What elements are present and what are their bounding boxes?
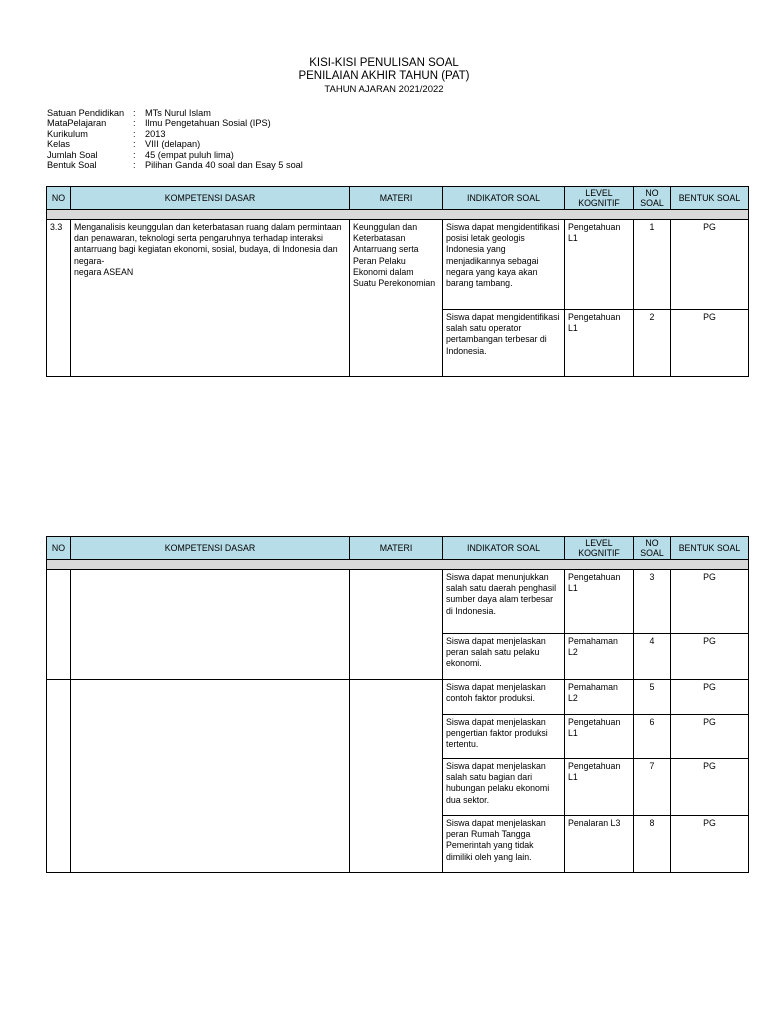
level-cell (565, 715, 634, 759)
kd-text-main: Menganalisis keunggulan dan keterbatasan ruang dalam permintaan dan penawaran, teknologi serta pengaruhnya terhadap interaksi antarruang bagi kegiatan ekonomi, sosial, budaya, di Indonesia dan negara- (74, 222, 342, 266)
level-text: Pengetahuan L1 (568, 312, 621, 334)
materi-cell (350, 680, 443, 873)
level-text: Pengetahuan L1 (568, 222, 621, 244)
document-title: KISI-KISI PENULISAN SOAL (309, 57, 459, 69)
level-text: Pengetahuan L1 (568, 717, 621, 739)
info-value: Ilmu Pengetahuan Sosial (IPS) (145, 118, 271, 129)
table-header-row (47, 187, 749, 210)
col-header-kd: KOMPETENSI DASAR (71, 187, 350, 210)
materi-text: Keunggulan dan Keterbatasan Antarruang serta Peran Pelaku Ekonomi dalam Suatu Perekonomian (353, 222, 436, 289)
bentuk-cell (671, 220, 749, 310)
indikator-text: Siswa dapat menjelaskan peran Rumah Tangga Pemerintah yang tidak dimiliki oleh yang lain. (446, 818, 546, 862)
table-row (47, 680, 749, 715)
info-label: Kelas (47, 139, 70, 150)
col-header-indikator: INDIKATOR SOAL (443, 187, 565, 210)
col-header-no: NO (47, 537, 71, 560)
bentuk-value: PG (703, 636, 716, 646)
bentuk-cell (671, 715, 749, 759)
bentuk-cell (671, 634, 749, 680)
no-soal-cell (634, 310, 671, 377)
bentuk-value: PG (703, 222, 716, 232)
col-header-bentuk: BENTUK SOAL (671, 537, 749, 560)
col-header-materi: MATERI (350, 537, 443, 560)
indikator-cell (443, 634, 565, 680)
indikator-text: Siswa dapat menunjukkan salah satu daerah penghasil sumber daya alam terbesar di Indonesia. (446, 572, 557, 616)
info-value: Pilihan Ganda 40 soal dan Esay 5 soal (145, 159, 303, 170)
kd-number-cell (47, 570, 71, 680)
kd-text-end: negara ASEAN (74, 266, 134, 277)
no-soal-cell (634, 634, 671, 680)
info-colon: : (133, 139, 136, 150)
no-soal-value: 2 (649, 312, 655, 322)
info-value: VIII (delapan) (145, 139, 201, 150)
no-soal-value: 6 (649, 717, 655, 727)
indikator-text: Siswa dapat menjelaskan salah satu bagian dari hubungan pelaku ekonomi dua sektor. (446, 761, 550, 805)
bentuk-cell (671, 680, 749, 715)
indikator-text: Siswa dapat menjelaskan peran salah satu pelaku ekonomi. (446, 636, 546, 669)
no-soal-cell (634, 680, 671, 715)
info-value: MTs Nurul Islam (145, 108, 211, 118)
col-header-indikator: INDIKATOR SOAL (443, 537, 565, 560)
table-row (47, 570, 749, 634)
academic-year: TAHUN AJARAN 2021/2022 (324, 84, 444, 95)
bentuk-value: PG (703, 761, 716, 771)
info-colon: : (133, 118, 136, 129)
col-header-no-soal: NO SOAL (634, 187, 671, 210)
indikator-cell (443, 680, 565, 715)
level-text: Penalaran L3 (568, 818, 621, 828)
level-cell (565, 220, 634, 310)
kisi-table-2 (46, 536, 749, 873)
level-text: Pemahaman L2 (568, 682, 618, 704)
col-header-bentuk: BENTUK SOAL (671, 187, 749, 210)
info-colon: : (133, 108, 136, 118)
level-cell (565, 816, 634, 873)
col-header-level: LEVEL KOGNITIF (565, 187, 634, 210)
indikator-text: Siswa dapat mengidentifikasi posisi letak geologis Indonesia yang menjadikannya sebagai negara yang kaya akan barang tambang. (446, 222, 560, 289)
info-label: Satuan Pendidikan (47, 108, 125, 118)
indikator-cell (443, 715, 565, 759)
level-text: Pengetahuan L1 (568, 761, 621, 783)
indikator-text: Siswa dapat menjelaskan contoh faktor produksi. (446, 682, 546, 704)
bentuk-value: PG (703, 312, 716, 322)
info-label: Bentuk Soal (47, 159, 97, 170)
bentuk-value: PG (703, 572, 716, 582)
bentuk-value: PG (703, 682, 716, 692)
no-soal-value: 8 (649, 818, 655, 828)
no-soal-value: 4 (649, 636, 655, 646)
materi-cell (350, 220, 443, 377)
no-soal-value: 7 (649, 761, 655, 771)
document-subtitle: PENILAIAN AKHIR TAHUN (PAT) (298, 70, 470, 82)
level-text: Pemahaman L2 (568, 636, 618, 658)
indikator-text: Siswa dapat menjelaskan pengertian faktor produksi tertentu. (446, 717, 548, 750)
info-label: Kurikulum (47, 128, 88, 139)
bentuk-cell (671, 570, 749, 634)
bentuk-value: PG (703, 717, 716, 727)
no-soal-cell (634, 816, 671, 873)
col-header-no-soal: NO SOAL (634, 537, 671, 560)
kd-number: 3.3 (50, 222, 63, 232)
kd-cell (71, 220, 350, 377)
info-label: Jumlah Soal (47, 149, 98, 160)
table-spacer-row (47, 210, 749, 220)
no-soal-value: 3 (649, 572, 655, 582)
kd-cell (71, 570, 350, 680)
level-cell (565, 310, 634, 377)
indikator-cell (443, 759, 565, 816)
indikator-text: Siswa dapat mengidentifikasi salah satu operator pertambangan terbesar di Indonesia. (446, 312, 560, 356)
level-cell (565, 759, 634, 816)
level-cell (565, 680, 634, 715)
no-soal-value: 1 (649, 222, 655, 232)
table-spacer-row (47, 560, 749, 570)
bentuk-cell (671, 759, 749, 816)
no-soal-cell (634, 759, 671, 816)
materi-cell (350, 570, 443, 680)
col-header-level: LEVEL KOGNITIF (565, 537, 634, 560)
bentuk-cell (671, 310, 749, 377)
no-soal-cell (634, 220, 671, 310)
level-cell (565, 634, 634, 680)
no-soal-cell (634, 715, 671, 759)
kd-text (71, 220, 349, 280)
info-value: 45 (empat puluh lima) (145, 149, 234, 160)
indikator-cell (443, 816, 565, 873)
indikator-cell (443, 570, 565, 634)
kd-number-cell (47, 220, 71, 377)
no-soal-value: 5 (649, 682, 655, 692)
table-row (47, 220, 749, 310)
col-header-materi: MATERI (350, 187, 443, 210)
col-header-no: NO (47, 187, 71, 210)
level-cell (565, 570, 634, 634)
bentuk-cell (671, 816, 749, 873)
info-colon: : (133, 128, 136, 139)
col-header-kd: KOMPETENSI DASAR (71, 537, 350, 560)
bentuk-value: PG (703, 818, 716, 828)
indikator-cell (443, 310, 565, 377)
no-soal-cell (634, 570, 671, 634)
table-header-row (47, 537, 749, 560)
info-label: MataPelajaran (47, 118, 107, 129)
info-value: 2013 (145, 128, 166, 139)
kisi-table-1 (46, 186, 749, 377)
indikator-cell (443, 220, 565, 310)
kd-number-cell (47, 680, 71, 873)
level-text: Pengetahuan L1 (568, 572, 621, 594)
info-colon: : (133, 159, 136, 170)
info-colon: : (133, 149, 136, 160)
kd-cell (71, 680, 350, 873)
